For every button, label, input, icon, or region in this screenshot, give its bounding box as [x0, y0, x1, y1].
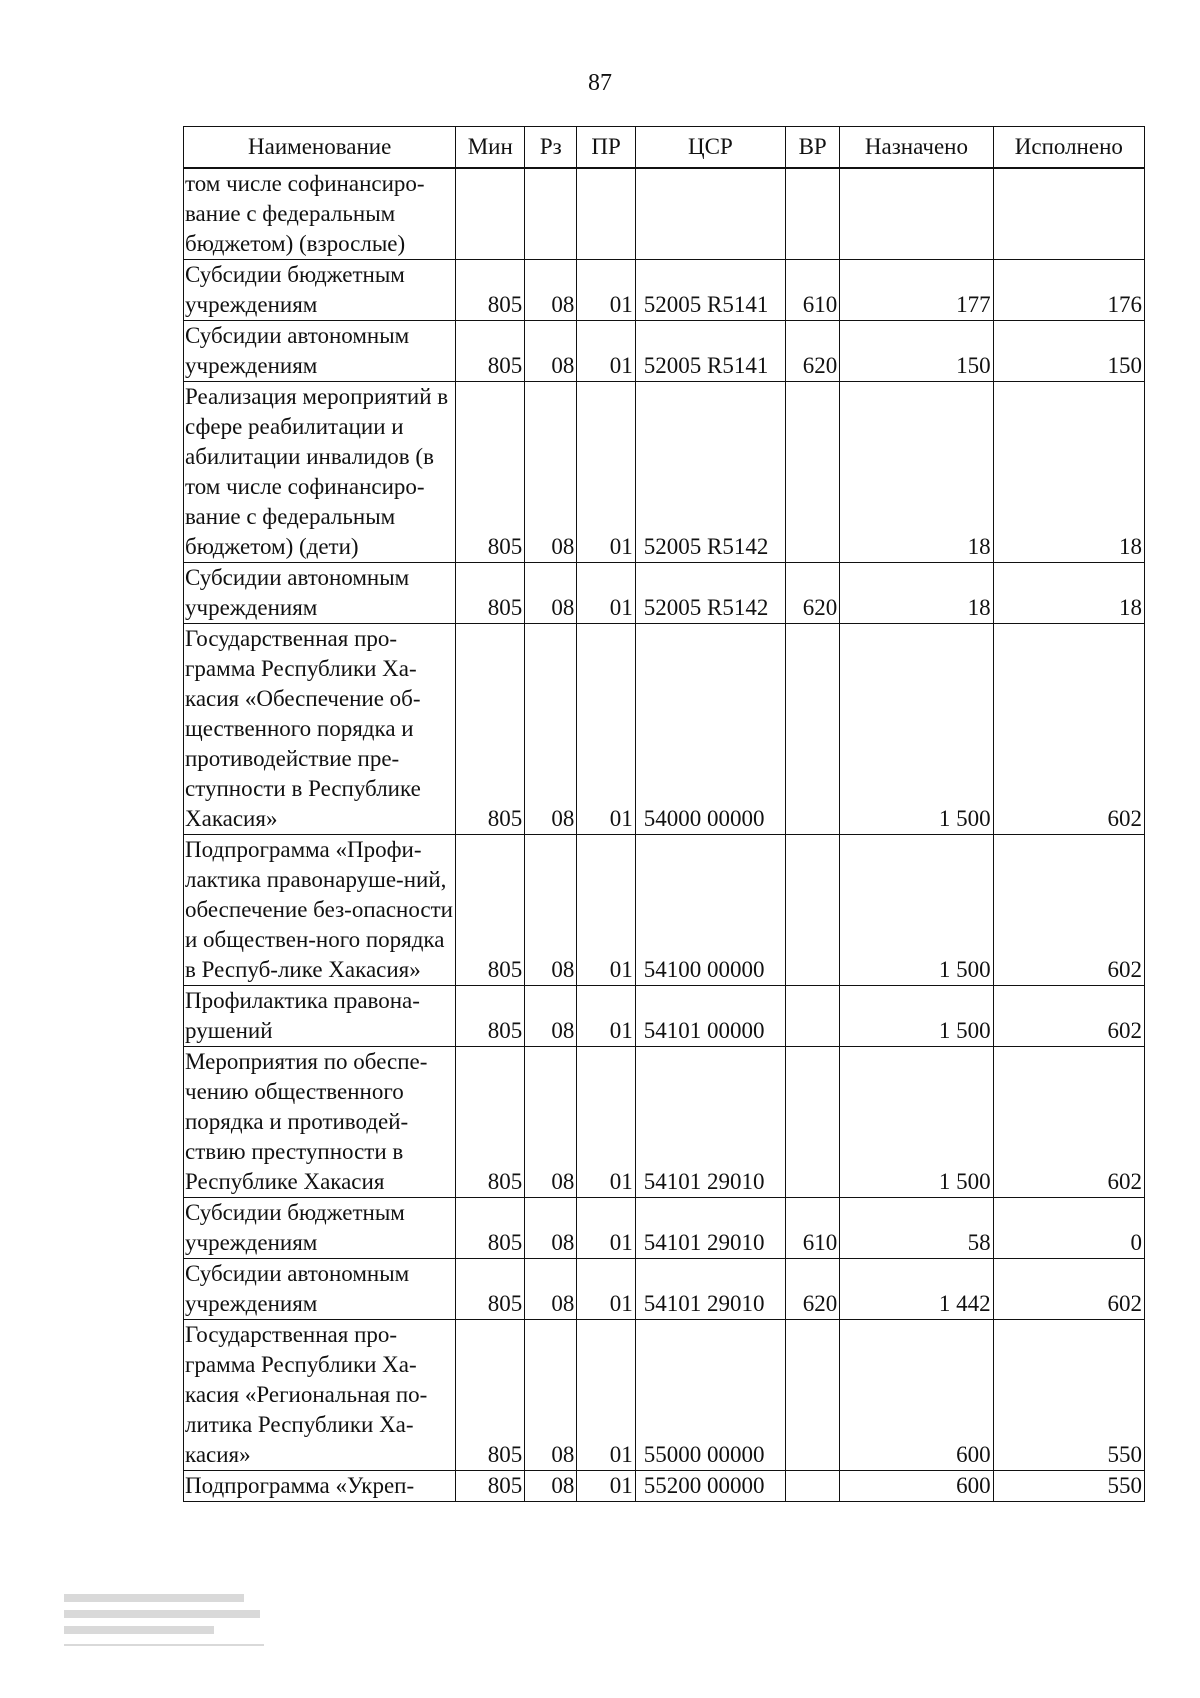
cell-name: Субсидии автономным учреждениям: [184, 321, 456, 382]
stamp-smudge: [64, 1644, 264, 1646]
cell-csr: 52005 R5142: [635, 563, 785, 624]
cell-csr: 54100 00000: [635, 835, 785, 986]
cell-vr: [786, 168, 840, 260]
table-row: [184, 1471, 1145, 1502]
cell-vr: [786, 1047, 840, 1198]
table-row: [184, 986, 1145, 1047]
table-row: [184, 835, 1145, 986]
cell-csr: 52005 R5141: [635, 260, 785, 321]
cell-pr: 01: [577, 1259, 635, 1320]
cell-rz: 08: [525, 321, 577, 382]
cell-assigned: 1 500: [840, 624, 993, 835]
cell-assigned: 18: [840, 563, 993, 624]
cell-executed: 0: [993, 1198, 1144, 1259]
cell-assigned: 58: [840, 1198, 993, 1259]
cell-rz: 08: [525, 835, 577, 986]
cell-assigned: 1 500: [840, 1047, 993, 1198]
stamp-smudge: [64, 1626, 214, 1634]
cell-pr: 01: [577, 624, 635, 835]
cell-executed: 550: [993, 1471, 1144, 1502]
cell-vr: 610: [786, 260, 840, 321]
header-assigned: Назначено: [840, 127, 993, 169]
cell-min: 805: [456, 382, 525, 563]
cell-csr: [635, 168, 785, 260]
cell-min: 805: [456, 1320, 525, 1471]
cell-vr: [786, 986, 840, 1047]
cell-rz: 08: [525, 986, 577, 1047]
cell-pr: 01: [577, 382, 635, 563]
cell-pr: 01: [577, 563, 635, 624]
cell-min: 805: [456, 624, 525, 835]
header-vr: ВР: [786, 127, 840, 169]
cell-pr: 01: [577, 321, 635, 382]
cell-pr: 01: [577, 1047, 635, 1198]
cell-vr: 620: [786, 563, 840, 624]
cell-rz: 08: [525, 624, 577, 835]
cell-name: Субсидии бюджетным учреждениям: [184, 1198, 456, 1259]
cell-assigned: 18: [840, 382, 993, 563]
cell-csr: 55000 00000: [635, 1320, 785, 1471]
cell-pr: 01: [577, 1198, 635, 1259]
budget-table: [183, 126, 1145, 1502]
stamp-smudge: [64, 1610, 260, 1618]
table-row: [184, 260, 1145, 321]
page-number: 87: [588, 70, 612, 96]
cell-vr: [786, 1471, 840, 1502]
faded-scan-stamp: [58, 1588, 268, 1666]
cell-csr: 55200 00000: [635, 1471, 785, 1502]
cell-min: 805: [456, 1259, 525, 1320]
cell-executed: 602: [993, 1047, 1144, 1198]
cell-assigned: 177: [840, 260, 993, 321]
cell-name: Субсидии автономным учреждениям: [184, 563, 456, 624]
cell-vr: [786, 1320, 840, 1471]
cell-csr: 52005 R5141: [635, 321, 785, 382]
cell-executed: 602: [993, 1259, 1144, 1320]
cell-csr: 54101 00000: [635, 986, 785, 1047]
header-executed: Исполнено: [993, 127, 1144, 169]
cell-min: 805: [456, 321, 525, 382]
cell-min: 805: [456, 1198, 525, 1259]
header-rz: Рз: [525, 127, 577, 169]
cell-pr: 01: [577, 835, 635, 986]
table-row: [184, 168, 1145, 260]
table-row: [184, 321, 1145, 382]
cell-csr: 54000 00000: [635, 624, 785, 835]
table-row: [184, 1320, 1145, 1471]
cell-assigned: 1 500: [840, 986, 993, 1047]
header-min: Мин: [456, 127, 525, 169]
cell-csr: 54101 29010: [635, 1047, 785, 1198]
cell-min: 805: [456, 835, 525, 986]
cell-vr: [786, 382, 840, 563]
cell-executed: 18: [993, 563, 1144, 624]
cell-min: 805: [456, 260, 525, 321]
cell-executed: 18: [993, 382, 1144, 563]
table-row: [184, 624, 1145, 835]
table-body: [184, 168, 1145, 1502]
cell-name: Государственная про-грамма Республики Ха-касия «Региональная по-литика Республики Ха-касия»: [184, 1320, 456, 1471]
table-row: [184, 1259, 1145, 1320]
cell-min: 805: [456, 1047, 525, 1198]
cell-executed: 176: [993, 260, 1144, 321]
header-csr: ЦСР: [635, 127, 785, 169]
cell-executed: 602: [993, 986, 1144, 1047]
cell-vr: [786, 624, 840, 835]
cell-name: том числе софинансиро-вание с федеральным бюджетом) (взрослые): [184, 168, 456, 260]
cell-min: 805: [456, 986, 525, 1047]
cell-csr: 52005 R5142: [635, 382, 785, 563]
cell-rz: 08: [525, 1320, 577, 1471]
stamp-smudge: [64, 1594, 244, 1602]
table-row: [184, 563, 1145, 624]
cell-name: Подпрограмма «Укреп-: [184, 1471, 456, 1502]
cell-executed: [993, 168, 1144, 260]
cell-assigned: 1 442: [840, 1259, 993, 1320]
cell-assigned: [840, 168, 993, 260]
table-row: [184, 1047, 1145, 1198]
cell-vr: 610: [786, 1198, 840, 1259]
cell-vr: 620: [786, 1259, 840, 1320]
cell-pr: 01: [577, 260, 635, 321]
cell-rz: 08: [525, 382, 577, 563]
cell-rz: 08: [525, 563, 577, 624]
cell-name: Субсидии бюджетным учреждениям: [184, 260, 456, 321]
cell-csr: 54101 29010: [635, 1198, 785, 1259]
cell-rz: 08: [525, 1047, 577, 1198]
cell-executed: 550: [993, 1320, 1144, 1471]
cell-rz: 08: [525, 1198, 577, 1259]
cell-name: Субсидии автономным учреждениям: [184, 1259, 456, 1320]
cell-assigned: 600: [840, 1320, 993, 1471]
cell-rz: 08: [525, 1259, 577, 1320]
cell-vr: 620: [786, 321, 840, 382]
table-row: [184, 1198, 1145, 1259]
cell-pr: 01: [577, 1320, 635, 1471]
table-header: [184, 127, 1145, 169]
cell-rz: 08: [525, 1471, 577, 1502]
cell-rz: [525, 168, 577, 260]
cell-csr: 54101 29010: [635, 1259, 785, 1320]
cell-assigned: 1 500: [840, 835, 993, 986]
cell-rz: 08: [525, 260, 577, 321]
cell-vr: [786, 835, 840, 986]
cell-executed: 602: [993, 624, 1144, 835]
cell-min: [456, 168, 525, 260]
cell-name: Реализация мероприятий в сфере реабилитации и абилитации инвалидов (в том числе софинансиро-вание с федеральным бюджетом) (дети): [184, 382, 456, 563]
header-name: Наименование: [184, 127, 456, 169]
cell-min: 805: [456, 1471, 525, 1502]
cell-executed: 602: [993, 835, 1144, 986]
cell-name: Подпрограмма «Профи-лактика правонаруше-ний, обеспечение без-опасности и обществен-ного порядка в Респуб-лике Хакасия»: [184, 835, 456, 986]
cell-pr: [577, 168, 635, 260]
cell-pr: 01: [577, 986, 635, 1047]
cell-executed: 150: [993, 321, 1144, 382]
cell-name: Государственная про-грамма Республики Ха-касия «Обеспечение об-щественного порядка и противодействие пре-ступности в Республике Хакасия»: [184, 624, 456, 835]
cell-assigned: 150: [840, 321, 993, 382]
cell-pr: 01: [577, 1471, 635, 1502]
table-row: [184, 382, 1145, 563]
cell-name: Мероприятия по обеспе-чению общественного порядка и противодей-ствию преступности в Республике Хакасия: [184, 1047, 456, 1198]
header-pr: ПР: [577, 127, 635, 169]
cell-min: 805: [456, 563, 525, 624]
cell-assigned: 600: [840, 1471, 993, 1502]
cell-name: Профилактика правона-рушений: [184, 986, 456, 1047]
